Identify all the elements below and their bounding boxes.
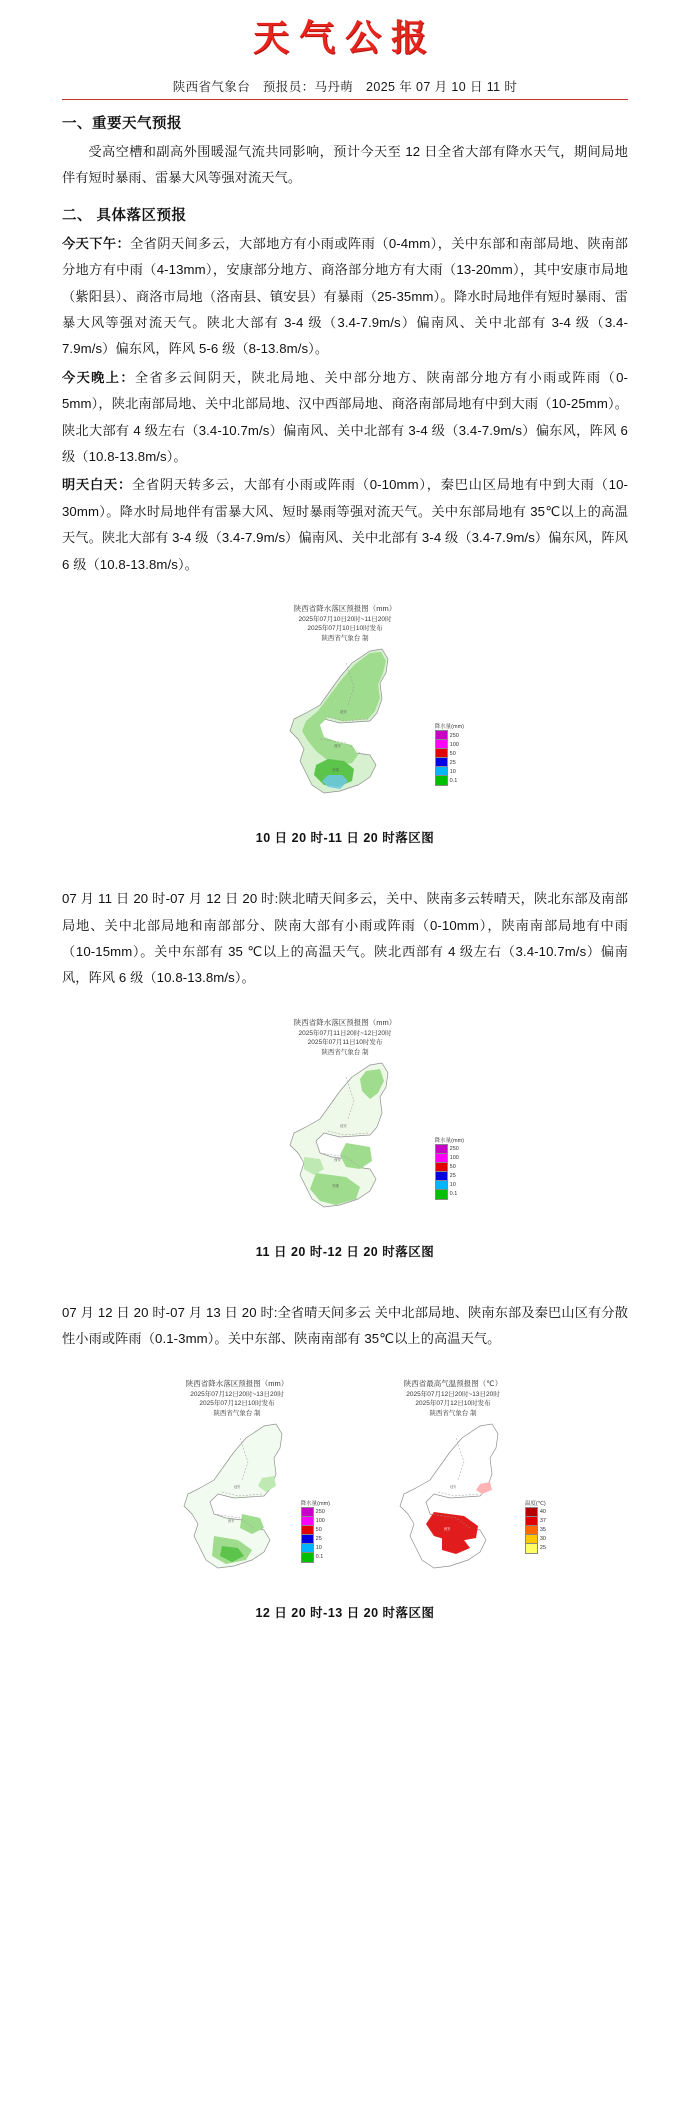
- section-2-heading: 二、 具体落区预报: [62, 207, 187, 224]
- map-3-right-title: 陕西省最高气温预报图（℃）: [403, 1378, 503, 1388]
- map-2-title: 陕西省降水落区预报图（mm）: [293, 1017, 397, 1027]
- map-3-right-legend: [525, 1499, 546, 1553]
- map-1-period: 2025年07月10日20时~11日20时: [298, 615, 392, 623]
- map-2-legend: [435, 1136, 464, 1199]
- svg-text:延安: 延安: [340, 710, 347, 715]
- forecast-tonight-text: 全省多云间阴天，陕北局地、关中部分地方、陕南部分地方有小雨或阵雨（0-5mm），陕北南部局地、关中北部局地、汉中西部局地、商洛南部局地有中到大雨（10-25mm）。陕北大部有 4 级左右（3.4-10.7m/s）偏南风、关中北部有 3-4 级（3.4-7.9m/s）偏东风，阵风 6 级（10.8-13.8m/s）。: [62, 369, 628, 465]
- legend-label-10: 10: [449, 768, 456, 775]
- map-3-right: [358, 1379, 548, 1593]
- svg-text:安康: 安康: [332, 1184, 339, 1188]
- map-1-issued: 2025年07月10日10时发布: [307, 625, 383, 633]
- forecast-today-afternoon: [62, 231, 628, 363]
- section-3-paragraph: 07 月 11 日 20 时-07 月 12 日 20 时:陕北晴天间多云，关中、陕南多云转晴天，陕北东部及南部局地、关中北部局地和南部部分、陕南大部有小雨或阵雨（0-10mm），陕南南部局地有中雨（10-15mm）。关中东部有 35 ℃以上的高温天气。陕北西部有 4 级左右（3.4-10.7m/s）偏南风，阵风 6 级（10.8-13.8m/s）。: [62, 891, 628, 986]
- map-3-right-legend-title: 温度(℃): [524, 1500, 546, 1507]
- forecast-tomorrow-daytime: [62, 472, 628, 578]
- legend-label-250: 250: [449, 732, 459, 739]
- svg-text:安康: 安康: [332, 768, 339, 773]
- map-1: [220, 604, 470, 818]
- legend-label-250: 250: [315, 1509, 325, 1516]
- map-1-source: 陕西省气象台 制: [321, 634, 369, 642]
- spacer-2: [62, 1266, 628, 1300]
- map-1-title: 陕西省降水落区预报图（mm）: [293, 604, 397, 614]
- map-3-left-title: 陕西省降水落区预报图（mm）: [185, 1378, 289, 1388]
- figure-3-caption: 12 日 20 时-13 日 20 时落区图: [255, 1605, 435, 1620]
- figure-1-caption: 10 日 20 时-11 日 20 时落区图: [255, 831, 435, 846]
- forecast-tomorrow-daytime-text: 全省阴天转多云，大部有小雨或阵雨（0-10mm），秦巴山区局地有中到大雨（10-30mm）。降水时局地伴有雷暴大风、短时暴雨等强对流天气。关中东部局地有 35℃以上的高温天气。陕北大部有 3-4 级（3.4-7.9m/s）偏南风、关中北部有 3-4 级（3.4-7.9m/s）偏东风，阵风 6 级（10.8-13.8m/s）。: [62, 477, 629, 572]
- byline-gap-1: [255, 80, 259, 94]
- legend-label-0.1: 0.1: [315, 1554, 324, 1561]
- map-2-source: 陕西省气象台 制: [321, 1048, 369, 1056]
- legend-label-10: 10: [449, 1182, 456, 1189]
- figure-1: [62, 604, 628, 846]
- svg-text:西安: 西安: [228, 1518, 235, 1523]
- map-3-left-issued: 2025年07月12日10时发布: [199, 1400, 275, 1408]
- legend-label-0.1: 0.1: [449, 777, 458, 784]
- forecast-tonight: [62, 365, 628, 471]
- legend-label-50: 50: [449, 1164, 456, 1171]
- legend-label-50: 50: [449, 750, 456, 757]
- legend-item: [301, 1553, 324, 1562]
- map-2-issued: 2025年07月11日10时发布: [307, 1039, 383, 1047]
- map-3-left-period: 2025年07月12日20时~13日20时: [190, 1390, 284, 1398]
- byline-datetime: 2025 年 07 月 10 日 11 时: [365, 80, 518, 94]
- legend-item: [435, 776, 458, 785]
- svg-text:延安: 延安: [234, 1484, 241, 1489]
- forecast-today-afternoon-label: 今天下午：: [62, 235, 131, 251]
- map-1-legend: [435, 722, 464, 785]
- legend-label-50: 50: [315, 1527, 322, 1534]
- forecast-tonight-label: 今天晚上：: [62, 369, 135, 385]
- map-pair: [62, 1379, 628, 1593]
- legend-item: [435, 1190, 458, 1199]
- legend-label-25: 25: [315, 1536, 322, 1543]
- page-title: 天气公报: [252, 17, 437, 58]
- legend-swatch-0.1: [435, 775, 448, 786]
- map-2: [220, 1018, 470, 1232]
- legend-label-40: 40: [539, 1509, 546, 1516]
- map-3-right-header: [358, 1379, 548, 1418]
- map-1-graphic: [220, 643, 470, 818]
- map-3-left-legend-title: 降水量(mm): [300, 1500, 330, 1507]
- section-1-heading: 一、重要天气预报: [62, 116, 182, 132]
- forecast-today-afternoon-text: 全省阴天间多云，大部地方有小雨或阵雨（0-4mm），关中东部和南部局地、陕南部分地方有中雨（4-13mm），安康部分地方、商洛部分地方有大雨（13-20mm），其中安康市局地（紫阳县）、商洛市局地（洛南县、镇安县）有暴雨（25-35mm）。降水时局地伴有短时暴雨、雷暴大风等强对流天气。陕北大部有 3-4 级（3.4-7.9m/s）偏南风、关中北部有 3-4 级（3.4-7.9m/s）偏东风，阵风 5-6 级（8-13.8m/s）。: [62, 235, 629, 357]
- map-3-left: [142, 1379, 332, 1593]
- legend-label-10: 10: [315, 1545, 322, 1552]
- legend-label-100: 100: [315, 1518, 325, 1525]
- byline: [62, 77, 628, 100]
- legend-swatch-25: [525, 1543, 538, 1554]
- legend-swatch-0.1: [435, 1189, 448, 1200]
- map-2-header: [220, 1018, 470, 1057]
- map-3-right-period: 2025年07月12日20时~13日20时: [406, 1390, 500, 1398]
- svg-text:延安: 延安: [340, 1124, 347, 1128]
- forecast-tomorrow-daytime-label: 明天白天：: [62, 477, 132, 493]
- section-1-paragraph: 受高空槽和副高外围暖湿气流共同影响，预计今天至 12 日全省大部有降水天气，期间局地伴有短时暴雨、雷暴大风等强对流天气。: [62, 144, 628, 186]
- legend-label-25: 25: [449, 759, 456, 766]
- byline-gap-2: [358, 80, 362, 94]
- map-2-graphic: [220, 1057, 470, 1232]
- map-2-period: 2025年07月11日20时~12日20时: [298, 1029, 392, 1037]
- legend-swatch-0.1: [301, 1552, 314, 1563]
- legend-label-30: 30: [539, 1536, 546, 1543]
- map-3-right-graphic: [358, 1418, 548, 1593]
- legend-label-100: 100: [449, 741, 459, 748]
- legend-label-35: 35: [539, 1527, 546, 1534]
- legend-label-100: 100: [449, 1155, 459, 1162]
- svg-text:西安: 西安: [334, 744, 341, 749]
- legend-label-25: 25: [539, 1545, 546, 1552]
- svg-text:延安: 延安: [450, 1484, 457, 1489]
- byline-office: 陕西省气象台: [172, 80, 251, 94]
- legend-label-0.1: 0.1: [449, 1191, 458, 1198]
- map-3-right-source: 陕西省气象台 制: [429, 1409, 477, 1417]
- map-3-right-issued: 2025年07月12日10时发布: [415, 1400, 491, 1408]
- svg-text:西安: 西安: [334, 1158, 341, 1162]
- map-1-header: [220, 604, 470, 643]
- map-3-left-source: 陕西省气象台 制: [213, 1409, 261, 1417]
- legend-label-25: 25: [449, 1173, 456, 1180]
- map-3-left-legend: [301, 1499, 330, 1562]
- map-2-legend-title: 降水量(mm): [434, 1137, 464, 1144]
- document-body: [62, 112, 628, 1621]
- spacer-1: [62, 852, 628, 886]
- map-1-legend-title: 降水量(mm): [434, 724, 464, 731]
- figure-2-caption: 11 日 20 时-12 日 20 时落区图: [255, 1245, 435, 1259]
- map-3-left-header: [142, 1379, 332, 1418]
- svg-text:西安: 西安: [444, 1526, 451, 1531]
- legend-label-250: 250: [449, 1146, 459, 1153]
- legend-label-37: 37: [539, 1518, 546, 1525]
- byline-forecaster: 预报员：马丹萌: [262, 80, 354, 94]
- legend-item: [525, 1544, 546, 1553]
- figure-3: [62, 1379, 628, 1621]
- section-4-paragraph: 07 月 12 日 20 时-07 月 13 日 20 时:全省晴天间多云 关中北部局地、陕南东部及秦巴山区有分散性小雨或阵雨（0.1-3mm）。关中东部、陕南南部有 35℃以上的高温天气。: [62, 1305, 628, 1347]
- figure-2: [62, 1018, 628, 1260]
